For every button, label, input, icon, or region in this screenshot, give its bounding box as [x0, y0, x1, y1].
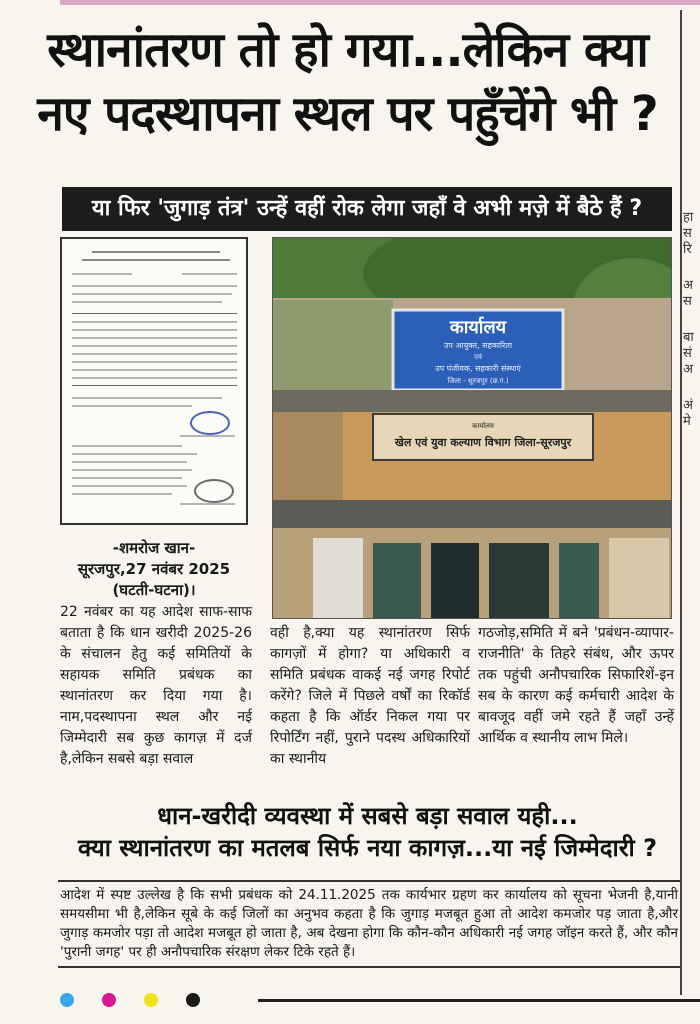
sign-lower-text: खेल एवं युवा कल्याण विभाग जिला-सूरजपुर — [394, 436, 572, 449]
article-column-3: गठजोड़,समिति में बने 'प्रबंधन-व्यापार-राजनीति' के तिहरे संबंध, और ऊपर तक पहुंची अनौपचारिक सिफारिशें-इन सब के कारण कई कर्मचारी आदेश के बावजूद वहीं जमे रहते हैं जहाँ उन्हें आर्थिक व स्थानीय लाभ मिले। — [478, 625, 674, 746]
sign-top-line2: उप आयुक्त, सहकारिता — [443, 341, 513, 350]
strip-char: सं — [683, 346, 692, 361]
headline-line-2: नए पदस्थापना स्थल पर पहुँचेंगे भी ? — [37, 86, 658, 142]
adjacent-article-strip — [683, 20, 700, 580]
subheadline-banner: या फिर 'जुगाड़ तंत्र' उन्हें वहीं रोक लेगा जहाँ वे अभी मज़े में बैठे हैं ? — [62, 187, 672, 231]
byline — [60, 538, 248, 601]
black-dot — [186, 993, 200, 1007]
article-column-1: 22 नवंबर का यह आदेश साफ-साफ बताता है कि धान खरीदी 2025-26 के संचालन हेतु कई समितियों के सहायक समिति प्रबंधक का स्थानांतरण कर दिया गया है। नाम,पदस्थापना स्थल और नई जिम्मेदारी सब कुछ कागज़ में दर्ज है,लेकिन सबसे बड़ा सवाल — [60, 604, 252, 767]
strip-char: अ — [683, 362, 693, 377]
main-headline — [20, 18, 675, 146]
strip-char: बा — [683, 330, 694, 345]
column-divider-right — [680, 10, 682, 995]
top-color-bar — [60, 0, 700, 5]
building-illustration — [273, 238, 672, 619]
bottom-rule — [258, 999, 700, 1002]
strip-char: अ — [683, 278, 693, 293]
byline-author: -शमरोज खान- — [112, 539, 196, 557]
strip-char: अं — [683, 398, 693, 413]
cyan-dot — [60, 993, 74, 1007]
sign-top-line4: उप पंजीयक, सहकारी संस्थाएं — [435, 364, 521, 373]
strip-char: हा — [683, 210, 694, 225]
magenta-dot — [102, 993, 116, 1007]
bottom-headline — [60, 800, 675, 864]
bottom-headline-line-1: धान-खरीदी व्यवस्था में सबसे बड़ा सवाल यही... — [157, 802, 578, 830]
office-building-photo — [272, 237, 672, 619]
registration-dots — [60, 992, 228, 1010]
bottom-headline-line-2: क्या स्थानांतरण का मतलब सिर्फ नया कागज़...या नई जिम्मेदारी ? — [77, 834, 658, 862]
sign-top-line5: जिला - सूरजपुर (छ.ग.) — [447, 377, 509, 385]
strip-char: स — [683, 226, 692, 241]
strip-char: रि — [683, 242, 692, 257]
strip-char: स — [683, 294, 692, 309]
byline-dateline: सूरजपुर,27 नवंबर 2025 — [77, 560, 231, 578]
headline-line-1: स्थानांतरण तो हो गया...लेकिन क्या — [47, 22, 648, 78]
bottom-body-text: आदेश में स्पष्ट उल्लेख है कि सभी प्रबंधक को 24.11.2025 तक कार्यभार ग्रहण कर कार्यालय को सूचना भेजनी है,यानी समयसीमा भी है,लेकिन सूबे के कई जिलों का अनुभव कहता है कि जुगाड़ मजबूत हुआ तो आदेश कमजोर पड़ जाता है,और जुगाड़ कमजोर पड़ा तो आदेश मजबूत हो जाता है, अब देखना होगा कि कौन-कौन अधिकारी नई जगह जॉइन करते हैं, और कौन 'पुरानी जगह' पर ही अनौपचारिक संरक्षण लेकर टिके रहते हैं। — [58, 880, 680, 968]
yellow-dot — [144, 993, 158, 1007]
strip-char: मे — [683, 414, 691, 429]
sign-lower-caption: कार्यालय — [472, 422, 494, 430]
byline-tag: (घटती-घटना)। — [112, 581, 196, 599]
sign-top-line1: कार्यालय — [449, 317, 507, 338]
order-document-image — [60, 237, 248, 525]
article-column-2: वही है,क्या यह स्थानांतरण सिर्फ कागज़ों में होगा? या अधिकारी व समिति प्रबंधक वाकई नई जगह रिपोर्ट करेंगे? जिले में पिछले वर्षों का रिकॉर्ड कहता है कि ऑर्डर निकल गया पर रिपोर्टिंग नहीं, पुराने पदस्थ अधिकारियों का स्थानीय — [270, 625, 470, 767]
sign-top-line3: एवं — [474, 353, 482, 361]
